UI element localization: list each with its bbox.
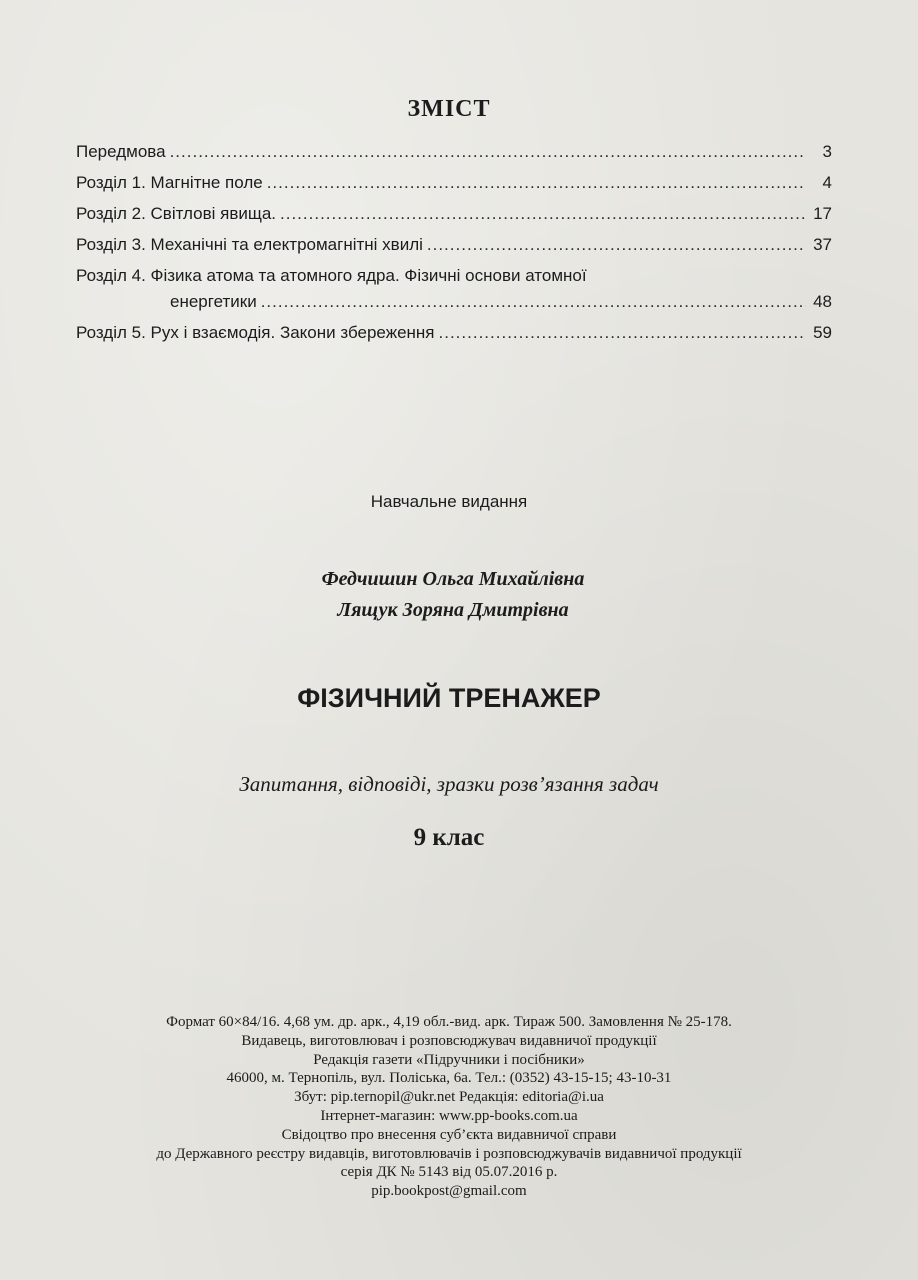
toc-entry-label: Розділ 3. Механічні та електромагнітні хвилі [76, 235, 423, 254]
imprint-line: 46000, м. Тернопіль, вул. Поліська, 6а. Тел.: (0352) 43-15-15; 43-10-31 [226, 1070, 672, 1087]
toc-leader-dots [280, 204, 806, 224]
toc-entry-label: Розділ 5. Рух і взаємодія. Закони збереження [76, 323, 435, 342]
toc-entry-label: Розділ 1. Магнітне поле [76, 173, 263, 192]
edition-type: Навчальне видання [370, 492, 528, 511]
grade-level: 9 клас [413, 824, 485, 851]
imprint-line: Видавець, виготовлювач і розповсюджувач видавничої продукції [241, 1032, 657, 1049]
table-of-contents [76, 142, 832, 354]
imprint-line: до Державного реєстру видавців, виготовлювачів і розповсюджувачів видавничої продукції [156, 1145, 742, 1162]
toc-leader-dots [261, 292, 806, 312]
book-subtitle: Запитання, відповіді, зразки розв’язання задач [239, 772, 659, 796]
author-name: Лящук Зоряна Дмитрівна [337, 599, 569, 621]
toc-entry [76, 173, 832, 204]
toc-entry-page: 48 [813, 292, 832, 311]
toc-entry [76, 266, 832, 292]
toc-entry-label: Розділ 4. Фізика атома та атомного ядра. Фізичні основи атомної [76, 266, 587, 285]
imprint-line: Збут: pip.ternopil@ukr.net Редакція: editoria@i.ua [294, 1089, 604, 1106]
imprint-line: Редакція газети «Підручники і посібники» [313, 1051, 585, 1068]
toc-title: ЗМІСТ [407, 96, 491, 122]
toc-entry-label: Передмова [76, 142, 166, 161]
imprint-block [0, 1013, 898, 1201]
imprint-line: Свідоцтво про внесення суб’єкта видавничої справи [281, 1126, 617, 1143]
book-title: ФІЗИЧНИЙ ТРЕНАЖЕР [297, 683, 601, 713]
imprint-line: Формат 60×84/16. 4,68 ум. др. арк., 4,19 обл.-вид. арк. Тираж 500. Замовлення № 25-178. [166, 1014, 732, 1030]
toc-leader-dots [427, 235, 806, 255]
toc-entry-page: 59 [813, 323, 832, 342]
toc-entry [76, 235, 832, 266]
toc-entry-page: 17 [813, 204, 832, 223]
toc-leader-dots [439, 323, 806, 343]
toc-entry [76, 204, 832, 235]
toc-leader-dots [170, 142, 806, 162]
toc-entry [76, 142, 832, 173]
toc-entry-continuation [76, 292, 832, 323]
toc-entry [76, 323, 832, 354]
toc-entry-label: енергетики [170, 292, 257, 311]
author-name: Федчишин Ольга Михайлівна [321, 568, 585, 590]
imprint-line: Інтернет-магазин: www.pp-books.com.ua [320, 1107, 578, 1124]
imprint-line: серія ДК № 5143 від 05.07.2016 р. [340, 1164, 558, 1181]
imprint-line: pip.bookpost@gmail.com [371, 1183, 527, 1200]
toc-entry-label: Розділ 2. Світлові явища. [76, 204, 277, 223]
toc-leader-dots [267, 173, 806, 193]
toc-entry-page: 3 [822, 142, 832, 161]
toc-entry-page: 37 [813, 235, 832, 254]
toc-entry-page: 4 [822, 173, 832, 192]
